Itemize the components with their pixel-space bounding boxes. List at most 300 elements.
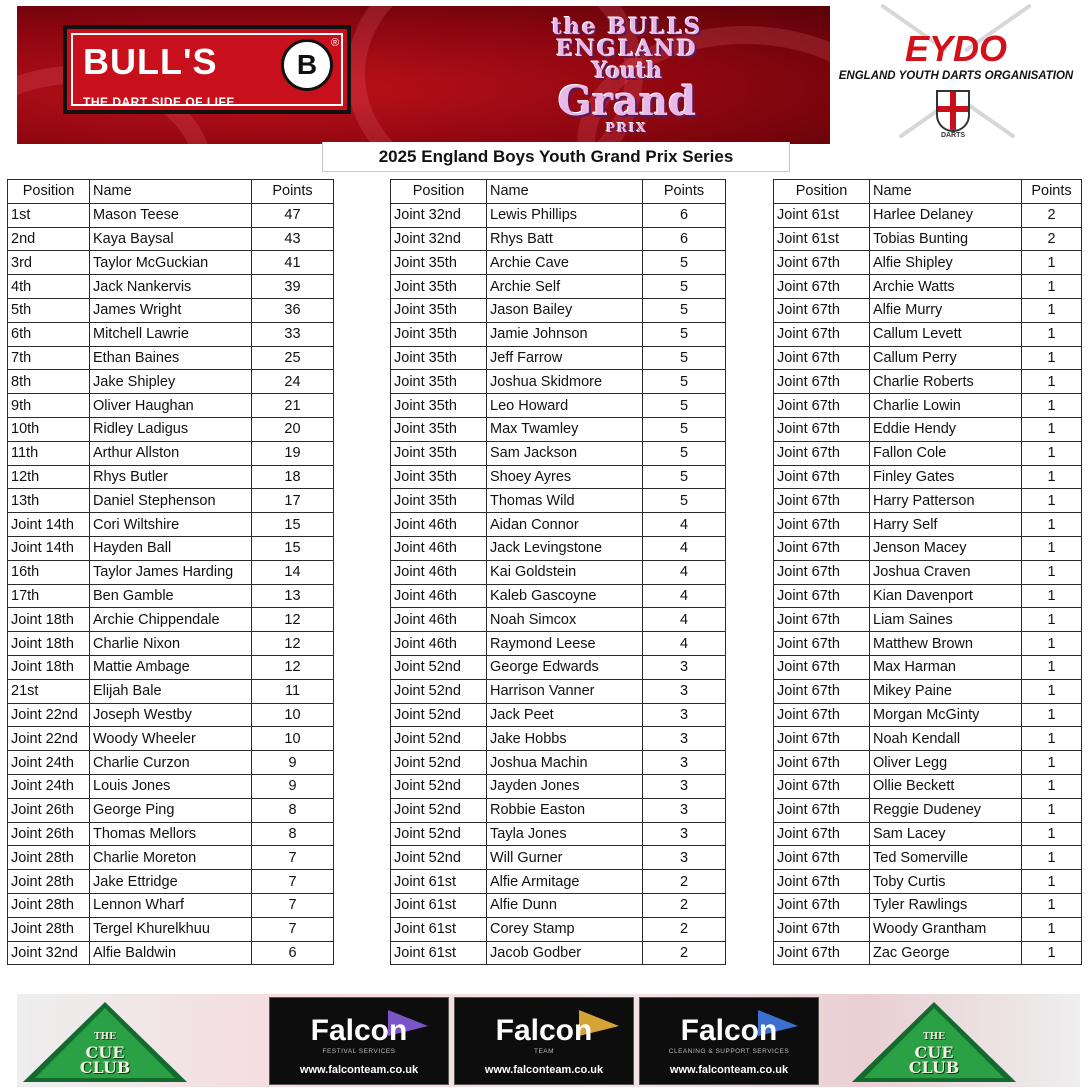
points-cell: 11 bbox=[252, 679, 334, 703]
registered-mark: ® bbox=[331, 37, 340, 49]
name-cell: Morgan McGinty bbox=[870, 703, 1022, 727]
bulls-brand-name: BULL'S bbox=[83, 41, 218, 82]
name-cell: Ridley Ladigus bbox=[90, 417, 252, 441]
position-cell: Joint 61st bbox=[774, 203, 870, 227]
name-cell: Archie Cave bbox=[487, 251, 643, 275]
points-cell: 6 bbox=[252, 941, 334, 965]
table-row bbox=[8, 703, 334, 727]
name-cell: Max Twamley bbox=[487, 417, 643, 441]
name-cell: Thomas Mellors bbox=[90, 822, 252, 846]
name-cell: Liam Saines bbox=[870, 608, 1022, 632]
event-banner bbox=[17, 6, 830, 144]
gp-logo-line: Grand bbox=[557, 78, 697, 125]
table-row bbox=[774, 822, 1082, 846]
name-cell: Reggie Dudeney bbox=[870, 798, 1022, 822]
standings-table-2 bbox=[390, 179, 726, 965]
position-cell: Joint 52nd bbox=[391, 703, 487, 727]
table-row bbox=[391, 417, 726, 441]
points-cell: 5 bbox=[643, 275, 726, 299]
table-row bbox=[774, 870, 1082, 894]
name-cell: Ollie Beckett bbox=[870, 774, 1022, 798]
position-cell: 4th bbox=[8, 275, 90, 299]
table-row bbox=[774, 322, 1082, 346]
table-row bbox=[8, 536, 334, 560]
position-cell: Joint 28th bbox=[8, 870, 90, 894]
table-row bbox=[8, 465, 334, 489]
name-cell: Kaleb Gascoyne bbox=[487, 584, 643, 608]
table-row bbox=[391, 251, 726, 275]
name-cell: Lennon Wharf bbox=[90, 893, 252, 917]
table-row bbox=[8, 251, 334, 275]
position-cell: 21st bbox=[8, 679, 90, 703]
table-row bbox=[391, 917, 726, 941]
position-cell: Joint 18th bbox=[8, 632, 90, 656]
points-cell: 36 bbox=[252, 298, 334, 322]
cue-club-text bbox=[852, 1030, 1016, 1075]
name-cell: Harry Patterson bbox=[870, 489, 1022, 513]
standings-table-1 bbox=[7, 179, 334, 965]
position-cell: Joint 67th bbox=[774, 608, 870, 632]
points-cell: 2 bbox=[643, 870, 726, 894]
name-cell: Raymond Leese bbox=[487, 632, 643, 656]
table-row bbox=[774, 632, 1082, 656]
name-cell: Taylor James Harding bbox=[90, 560, 252, 584]
table-row bbox=[774, 560, 1082, 584]
points-cell: 3 bbox=[643, 846, 726, 870]
table-row bbox=[391, 203, 726, 227]
name-cell: Archie Watts bbox=[870, 275, 1022, 299]
name-cell: Zac George bbox=[870, 941, 1022, 965]
column-header-points: Points bbox=[252, 180, 334, 204]
table-row bbox=[774, 394, 1082, 418]
points-cell: 18 bbox=[252, 465, 334, 489]
position-cell: Joint 67th bbox=[774, 679, 870, 703]
table-row bbox=[774, 251, 1082, 275]
table-row bbox=[774, 893, 1082, 917]
name-cell: Alfie Shipley bbox=[870, 251, 1022, 275]
cue-club-the: THE bbox=[922, 1032, 946, 1042]
table-row bbox=[8, 394, 334, 418]
name-cell: Joshua Craven bbox=[870, 560, 1022, 584]
points-cell: 5 bbox=[643, 465, 726, 489]
name-cell: Robbie Easton bbox=[487, 798, 643, 822]
position-cell: 9th bbox=[8, 394, 90, 418]
name-cell: Sam Lacey bbox=[870, 822, 1022, 846]
name-cell: Jamie Johnson bbox=[487, 322, 643, 346]
position-cell: Joint 67th bbox=[774, 251, 870, 275]
name-cell: Tergel Khurelkhuu bbox=[90, 917, 252, 941]
position-cell: Joint 67th bbox=[774, 417, 870, 441]
points-cell: 33 bbox=[252, 322, 334, 346]
table-row bbox=[774, 417, 1082, 441]
points-cell: 1 bbox=[1022, 679, 1082, 703]
position-cell: Joint 35th bbox=[391, 346, 487, 370]
position-cell: Joint 67th bbox=[774, 870, 870, 894]
position-cell: Joint 61st bbox=[391, 893, 487, 917]
points-cell: 1 bbox=[1022, 632, 1082, 656]
name-cell: Mitchell Lawrie bbox=[90, 322, 252, 346]
points-cell: 5 bbox=[643, 322, 726, 346]
falcon-url: www.falconteam.co.uk bbox=[299, 1064, 419, 1076]
name-cell: Kaya Baysal bbox=[90, 227, 252, 251]
position-cell: 1st bbox=[8, 203, 90, 227]
table-row bbox=[391, 536, 726, 560]
points-cell: 12 bbox=[252, 655, 334, 679]
name-cell: Joshua Machin bbox=[487, 751, 643, 775]
table-row bbox=[774, 203, 1082, 227]
table-row bbox=[774, 441, 1082, 465]
name-cell: Tayla Jones bbox=[487, 822, 643, 846]
position-cell: Joint 24th bbox=[8, 774, 90, 798]
name-cell: Oliver Haughan bbox=[90, 394, 252, 418]
position-cell: Joint 35th bbox=[391, 465, 487, 489]
table-row bbox=[8, 655, 334, 679]
position-cell: Joint 67th bbox=[774, 489, 870, 513]
table-row bbox=[8, 227, 334, 251]
points-cell: 14 bbox=[252, 560, 334, 584]
name-cell: Corey Stamp bbox=[487, 917, 643, 941]
position-cell: Joint 67th bbox=[774, 632, 870, 656]
position-cell: Joint 52nd bbox=[391, 751, 487, 775]
table-row bbox=[8, 298, 334, 322]
points-cell: 4 bbox=[643, 632, 726, 656]
table-row bbox=[8, 893, 334, 917]
position-cell: Joint 35th bbox=[391, 298, 487, 322]
falcon-cleaning-logo bbox=[639, 997, 819, 1085]
name-cell: Shoey Ayres bbox=[487, 465, 643, 489]
name-cell: Noah Simcox bbox=[487, 608, 643, 632]
name-cell: Hayden Ball bbox=[90, 536, 252, 560]
eydo-logo bbox=[834, 6, 1078, 146]
name-cell: Archie Self bbox=[487, 275, 643, 299]
points-cell: 3 bbox=[643, 727, 726, 751]
name-cell: Ethan Baines bbox=[90, 346, 252, 370]
position-cell: Joint 67th bbox=[774, 798, 870, 822]
points-cell: 1 bbox=[1022, 846, 1082, 870]
bulls-logo bbox=[63, 25, 351, 114]
position-cell: Joint 46th bbox=[391, 608, 487, 632]
points-cell: 5 bbox=[643, 370, 726, 394]
table-header-row bbox=[8, 180, 334, 204]
points-cell: 4 bbox=[643, 560, 726, 584]
position-cell: Joint 67th bbox=[774, 370, 870, 394]
points-cell: 1 bbox=[1022, 322, 1082, 346]
name-cell: Jacob Godber bbox=[487, 941, 643, 965]
name-cell: Alfie Murry bbox=[870, 298, 1022, 322]
name-cell: Joseph Westby bbox=[90, 703, 252, 727]
bulls-b-mark: B bbox=[281, 39, 333, 91]
points-cell: 10 bbox=[252, 727, 334, 751]
name-cell: Leo Howard bbox=[487, 394, 643, 418]
name-cell: Thomas Wild bbox=[487, 489, 643, 513]
position-cell: 11th bbox=[8, 441, 90, 465]
table-row bbox=[774, 536, 1082, 560]
position-cell: 7th bbox=[8, 346, 90, 370]
position-cell: Joint 67th bbox=[774, 560, 870, 584]
table-row bbox=[774, 227, 1082, 251]
column-header-points: Points bbox=[1022, 180, 1082, 204]
position-cell: Joint 26th bbox=[8, 822, 90, 846]
table-row bbox=[8, 917, 334, 941]
name-cell: Jason Bailey bbox=[487, 298, 643, 322]
name-cell: George Edwards bbox=[487, 655, 643, 679]
table-header-row bbox=[774, 180, 1082, 204]
position-cell: Joint 67th bbox=[774, 727, 870, 751]
eydo-full-name: ENGLAND YOUTH DARTS ORGANISATION bbox=[838, 70, 1074, 82]
points-cell: 1 bbox=[1022, 941, 1082, 965]
points-cell: 15 bbox=[252, 536, 334, 560]
position-cell: Joint 22nd bbox=[8, 703, 90, 727]
position-cell: Joint 18th bbox=[8, 655, 90, 679]
points-cell: 5 bbox=[643, 346, 726, 370]
position-cell: Joint 67th bbox=[774, 917, 870, 941]
position-cell: Joint 67th bbox=[774, 584, 870, 608]
position-cell: 8th bbox=[8, 370, 90, 394]
points-cell: 2 bbox=[643, 917, 726, 941]
table-row bbox=[391, 489, 726, 513]
table-row bbox=[391, 870, 726, 894]
cue-club-word: CLUB bbox=[79, 1058, 131, 1077]
points-cell: 3 bbox=[643, 798, 726, 822]
points-cell: 24 bbox=[252, 370, 334, 394]
position-cell: Joint 52nd bbox=[391, 679, 487, 703]
points-cell: 1 bbox=[1022, 893, 1082, 917]
position-cell: Joint 67th bbox=[774, 322, 870, 346]
name-cell: Oliver Legg bbox=[870, 751, 1022, 775]
table-row bbox=[391, 751, 726, 775]
points-cell: 8 bbox=[252, 822, 334, 846]
falcon-team-logo bbox=[454, 997, 634, 1085]
name-cell: Joshua Skidmore bbox=[487, 370, 643, 394]
table-row bbox=[391, 703, 726, 727]
points-cell: 3 bbox=[643, 822, 726, 846]
name-cell: Callum Levett bbox=[870, 322, 1022, 346]
table-row bbox=[8, 489, 334, 513]
position-cell: Joint 35th bbox=[391, 370, 487, 394]
name-cell: Callum Perry bbox=[870, 346, 1022, 370]
shield-label: DARTS bbox=[940, 132, 966, 139]
table-row bbox=[774, 941, 1082, 965]
points-cell: 17 bbox=[252, 489, 334, 513]
points-cell: 5 bbox=[643, 251, 726, 275]
points-cell: 10 bbox=[252, 703, 334, 727]
table-row bbox=[391, 275, 726, 299]
name-cell: Alfie Dunn bbox=[487, 893, 643, 917]
position-cell: Joint 67th bbox=[774, 941, 870, 965]
points-cell: 4 bbox=[643, 608, 726, 632]
table-row bbox=[774, 489, 1082, 513]
position-cell: 16th bbox=[8, 560, 90, 584]
column-header-position: Position bbox=[774, 180, 870, 204]
position-cell: Joint 14th bbox=[8, 513, 90, 537]
table-row bbox=[774, 608, 1082, 632]
points-cell: 47 bbox=[252, 203, 334, 227]
name-cell: Jeff Farrow bbox=[487, 346, 643, 370]
name-cell: Alfie Baldwin bbox=[90, 941, 252, 965]
position-cell: Joint 28th bbox=[8, 893, 90, 917]
position-cell: Joint 67th bbox=[774, 275, 870, 299]
name-cell: Rhys Butler bbox=[90, 465, 252, 489]
name-cell: Jake Ettridge bbox=[90, 870, 252, 894]
table-row bbox=[774, 655, 1082, 679]
points-cell: 5 bbox=[643, 417, 726, 441]
points-cell: 43 bbox=[252, 227, 334, 251]
name-cell: Jack Levingstone bbox=[487, 536, 643, 560]
table-row bbox=[391, 608, 726, 632]
table-row bbox=[391, 441, 726, 465]
points-cell: 1 bbox=[1022, 346, 1082, 370]
position-cell: Joint 32nd bbox=[391, 203, 487, 227]
position-cell: Joint 61st bbox=[391, 917, 487, 941]
name-cell: Alfie Armitage bbox=[487, 870, 643, 894]
position-cell: Joint 67th bbox=[774, 346, 870, 370]
position-cell: Joint 14th bbox=[8, 536, 90, 560]
table-row bbox=[391, 941, 726, 965]
points-cell: 3 bbox=[643, 774, 726, 798]
table-row bbox=[391, 893, 726, 917]
points-cell: 3 bbox=[643, 703, 726, 727]
position-cell: Joint 24th bbox=[8, 751, 90, 775]
points-cell: 5 bbox=[643, 394, 726, 418]
position-cell: Joint 67th bbox=[774, 465, 870, 489]
points-cell: 7 bbox=[252, 917, 334, 941]
points-cell: 1 bbox=[1022, 513, 1082, 537]
name-cell: Charlie Curzon bbox=[90, 751, 252, 775]
falcon-url: www.falconteam.co.uk bbox=[669, 1064, 789, 1076]
name-cell: James Wright bbox=[90, 298, 252, 322]
table-row bbox=[774, 703, 1082, 727]
points-cell: 1 bbox=[1022, 584, 1082, 608]
position-cell: Joint 67th bbox=[774, 298, 870, 322]
falcon-name: Falcon bbox=[680, 1014, 778, 1047]
points-cell: 1 bbox=[1022, 798, 1082, 822]
table-row bbox=[8, 275, 334, 299]
grand-prix-logo bbox=[487, 16, 767, 134]
standings-table-3 bbox=[773, 179, 1082, 965]
table-row bbox=[8, 870, 334, 894]
points-cell: 5 bbox=[643, 298, 726, 322]
points-cell: 1 bbox=[1022, 441, 1082, 465]
bulls-tagline: THE DART SIDE OF LIFE bbox=[83, 95, 235, 109]
name-cell: Woody Grantham bbox=[870, 917, 1022, 941]
table-row bbox=[774, 584, 1082, 608]
position-cell: Joint 35th bbox=[391, 322, 487, 346]
name-cell: Jayden Jones bbox=[487, 774, 643, 798]
name-cell: Jack Peet bbox=[487, 703, 643, 727]
cue-club-word: CUE bbox=[914, 1043, 954, 1062]
name-cell: George Ping bbox=[90, 798, 252, 822]
points-cell: 1 bbox=[1022, 774, 1082, 798]
position-cell: Joint 67th bbox=[774, 513, 870, 537]
name-cell: Noah Kendall bbox=[870, 727, 1022, 751]
position-cell: 6th bbox=[8, 322, 90, 346]
table-row bbox=[391, 822, 726, 846]
points-cell: 1 bbox=[1022, 465, 1082, 489]
position-cell: Joint 52nd bbox=[391, 727, 487, 751]
points-cell: 5 bbox=[643, 441, 726, 465]
points-cell: 7 bbox=[252, 846, 334, 870]
points-cell: 9 bbox=[252, 751, 334, 775]
name-cell: Jake Shipley bbox=[90, 370, 252, 394]
name-cell: Charlie Lowin bbox=[870, 394, 1022, 418]
points-cell: 1 bbox=[1022, 917, 1082, 941]
name-cell: Ben Gamble bbox=[90, 584, 252, 608]
name-cell: Finley Gates bbox=[870, 465, 1022, 489]
position-cell: 2nd bbox=[8, 227, 90, 251]
position-cell: Joint 52nd bbox=[391, 822, 487, 846]
falcon-subtitle: CLEANING & SUPPORT SERVICES bbox=[668, 1048, 790, 1055]
points-cell: 1 bbox=[1022, 560, 1082, 584]
points-cell: 15 bbox=[252, 513, 334, 537]
name-cell: Elijah Bale bbox=[90, 679, 252, 703]
table-row bbox=[391, 727, 726, 751]
table-row bbox=[391, 632, 726, 656]
position-cell: Joint 67th bbox=[774, 751, 870, 775]
points-cell: 2 bbox=[1022, 227, 1082, 251]
points-cell: 2 bbox=[1022, 203, 1082, 227]
points-cell: 4 bbox=[643, 513, 726, 537]
position-cell: Joint 52nd bbox=[391, 846, 487, 870]
page-title: 2025 England Boys Youth Grand Prix Series bbox=[322, 142, 790, 172]
table-row bbox=[8, 370, 334, 394]
position-cell: 10th bbox=[8, 417, 90, 441]
name-cell: Tobias Bunting bbox=[870, 227, 1022, 251]
points-cell: 1 bbox=[1022, 751, 1082, 775]
table-row bbox=[8, 774, 334, 798]
england-shield-icon bbox=[936, 90, 970, 132]
position-cell: 12th bbox=[8, 465, 90, 489]
cue-club-the: THE bbox=[93, 1032, 117, 1042]
name-cell: Kai Goldstein bbox=[487, 560, 643, 584]
position-cell: Joint 32nd bbox=[391, 227, 487, 251]
position-cell: Joint 67th bbox=[774, 703, 870, 727]
cue-club-word: CUE bbox=[85, 1043, 125, 1062]
points-cell: 2 bbox=[643, 893, 726, 917]
points-cell: 1 bbox=[1022, 370, 1082, 394]
name-cell: Taylor McGuckian bbox=[90, 251, 252, 275]
column-header-position: Position bbox=[391, 180, 487, 204]
cue-club-word: CLUB bbox=[908, 1058, 960, 1077]
name-cell: Matthew Brown bbox=[870, 632, 1022, 656]
table-row bbox=[391, 298, 726, 322]
name-cell: Rhys Batt bbox=[487, 227, 643, 251]
table-row bbox=[774, 679, 1082, 703]
table-row bbox=[391, 798, 726, 822]
table-row bbox=[391, 513, 726, 537]
position-cell: Joint 67th bbox=[774, 536, 870, 560]
position-cell: Joint 52nd bbox=[391, 655, 487, 679]
table-row bbox=[8, 441, 334, 465]
name-cell: Max Harman bbox=[870, 655, 1022, 679]
table-row bbox=[391, 774, 726, 798]
position-cell: Joint 46th bbox=[391, 513, 487, 537]
points-cell: 2 bbox=[643, 941, 726, 965]
table-row bbox=[8, 846, 334, 870]
points-cell: 1 bbox=[1022, 275, 1082, 299]
gp-logo-line: PRIX bbox=[606, 121, 648, 135]
falcon-subtitle: FESTIVAL SERVICES bbox=[322, 1048, 396, 1055]
name-cell: Ted Somerville bbox=[870, 846, 1022, 870]
table-row bbox=[774, 798, 1082, 822]
name-cell: Woody Wheeler bbox=[90, 727, 252, 751]
points-cell: 1 bbox=[1022, 703, 1082, 727]
position-cell: Joint 35th bbox=[391, 394, 487, 418]
position-cell: Joint 28th bbox=[8, 846, 90, 870]
name-cell: Archie Chippendale bbox=[90, 608, 252, 632]
position-cell: Joint 52nd bbox=[391, 774, 487, 798]
name-cell: Jake Hobbs bbox=[487, 727, 643, 751]
table-row bbox=[774, 774, 1082, 798]
